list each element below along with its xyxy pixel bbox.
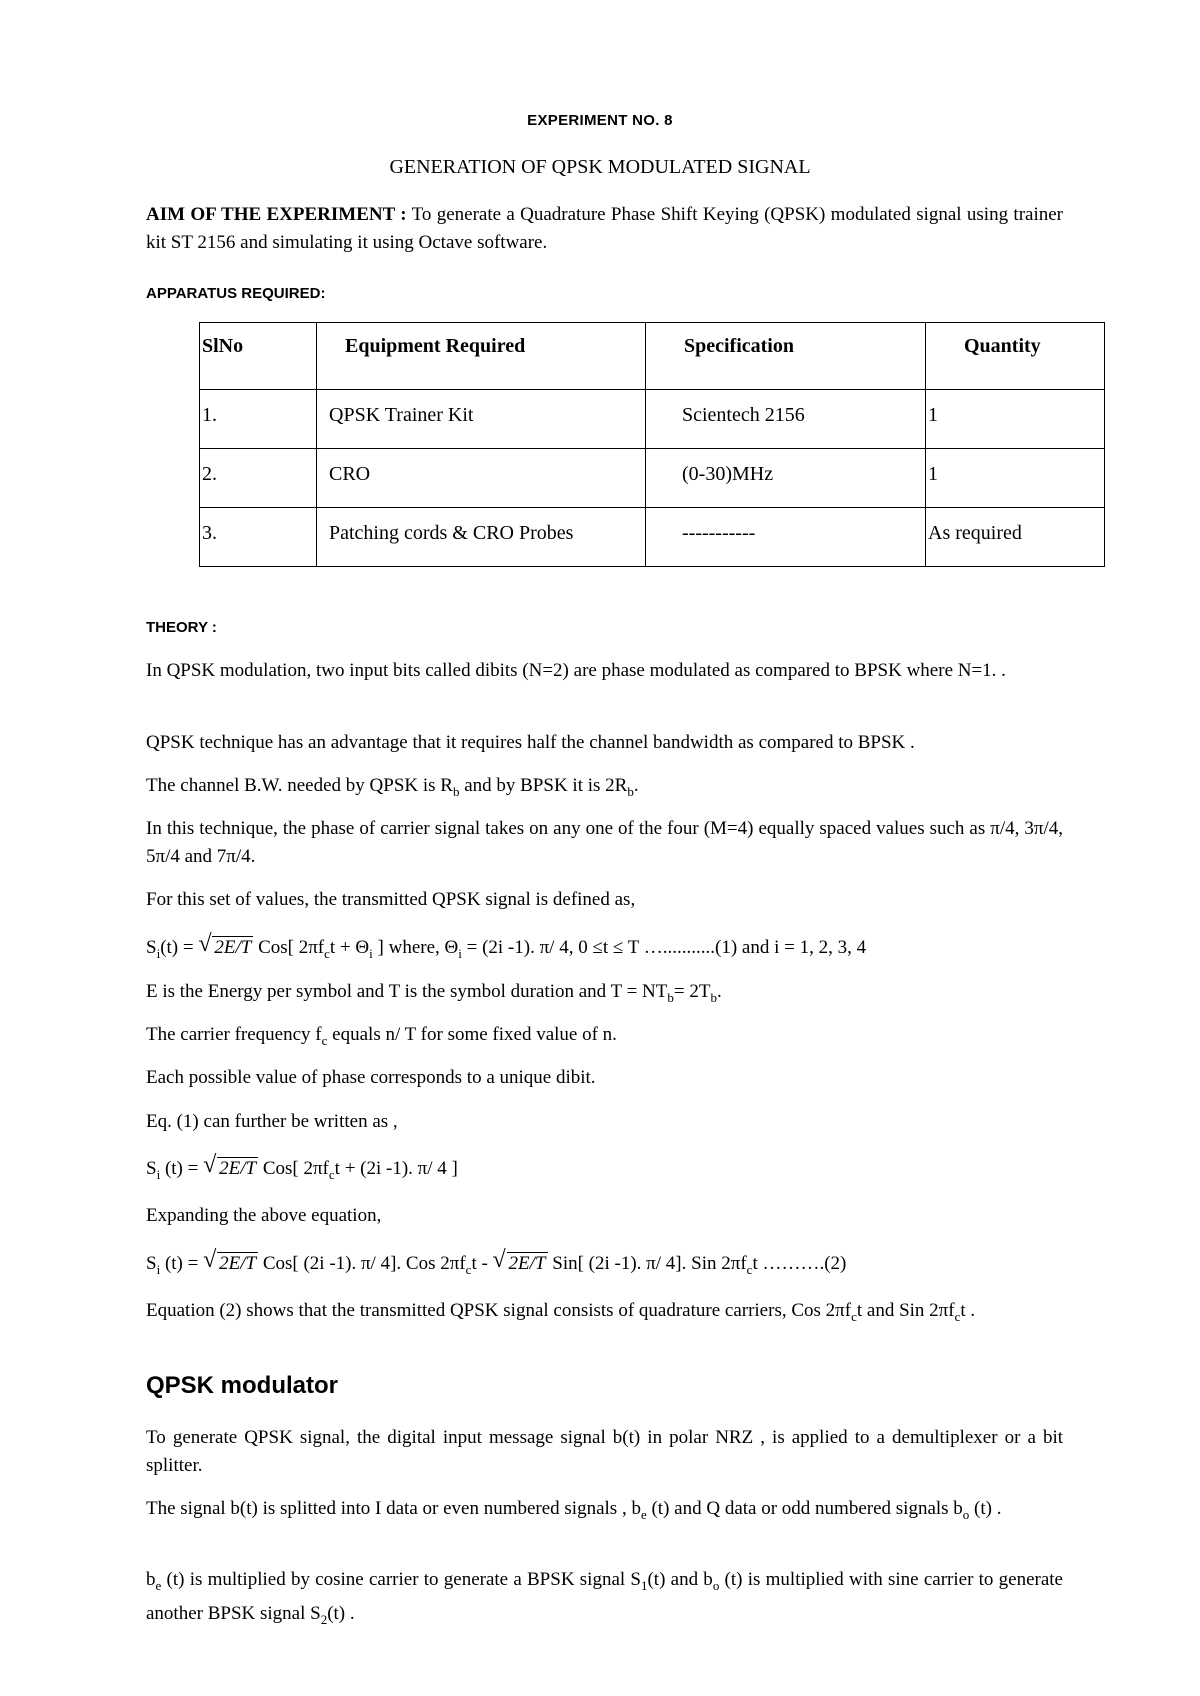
table-cell: ----------- (646, 508, 926, 567)
table-cell: (0-30)MHz (646, 449, 926, 508)
aim-label: AIM OF THE EXPERIMENT : (146, 204, 407, 225)
table-row (200, 508, 1105, 567)
equation-2: $S_i$ (t) = √ 2E/T Cos[ $2\pi f_ct + (2i$ -1). π/ 4 ] (146, 1152, 458, 1182)
table-cell: 3. (200, 508, 317, 567)
table-row (200, 390, 1105, 449)
theory-paragraph-3: The channel B.W. needed by QPSK is $R_b$ and by BPSK it is $2R_b$. (146, 775, 639, 799)
table-cell: 1 (926, 449, 1105, 508)
apparatus-heading: APPARATUS REQUIRED: (146, 285, 326, 302)
theory-paragraph-11: Equation (2) shows that the transmitted QPSK signal consists of quadrature carriers, Cos $2\pi f_ct$ and Sin $2\pi f_ct$ . (146, 1300, 976, 1324)
apparatus-table (199, 322, 1105, 567)
sqrt-expression: √ 2E/T (492, 1247, 546, 1274)
theory-paragraph-4: In this technique, the phase of carrier signal takes on any one of the four (M=4) equally spaced values such as π/4, 3π/4, 5π/4 and 7π/4. (146, 818, 1063, 867)
sqrt-expression: √ 2E/T (203, 1247, 257, 1274)
theory-paragraph-9: Eq. (1) can further be written as , (146, 1111, 398, 1132)
table-cell: QPSK Trainer Kit (317, 390, 646, 449)
equation-1: $S_i(t)$ = √ 2E/T Cos[ $2\pi f_ct + \Theta_i$ ] where, $\Theta_i = (2i$ -1). π/ 4, 0 ≤t ≤ T …...........(1) and i = 1, 2, 3, 4 (146, 931, 867, 961)
theory-paragraph-8: Each possible value of phase corresponds to a unique dibit. (146, 1067, 596, 1088)
table-cell: Patching cords & CRO Probes (317, 508, 646, 567)
modulator-paragraph-1: To generate QPSK signal, the digital input message signal b(t) in polar NRZ , is applied to a demultiplexer or a bit splitter. (146, 1427, 1063, 1476)
experiment-title: GENERATION OF QPSK MODULATED SIGNAL (389, 156, 811, 178)
theory-paragraph-10: Expanding the above equation, (146, 1205, 382, 1226)
sqrt-expression: √ 2E/T (198, 931, 252, 958)
table-header-cell: Equipment Required (317, 323, 646, 390)
aim-paragraph (146, 201, 1063, 257)
table-header-cell: SlNo (200, 323, 317, 390)
theory-paragraph-1: In QPSK modulation, two input bits called dibits (N=2) are phase modulated as compared to BPSK where N=1. . (146, 660, 1006, 681)
table-cell: Scientech 2156 (646, 390, 926, 449)
table-cell: 1. (200, 390, 317, 449)
theory-paragraph-6: E is the Energy per symbol and T is the symbol duration and $T = NT_b= 2T_b$. (146, 981, 722, 1005)
theory-heading: THEORY : (146, 619, 217, 636)
theory-paragraph-7: The carrier frequency $f_c$ equals n/ T for some fixed value of n. (146, 1024, 617, 1048)
table-cell: 1 (926, 390, 1105, 449)
aim-text: To generate a Quadrature Phase Shift Keying (QPSK) modulated signal using trainer kit ST 2156 and simulating it using Octave software. (146, 204, 1063, 253)
modulator-heading: QPSK modulator (146, 1372, 339, 1399)
table-header-cell: Quantity (926, 323, 1105, 390)
sqrt-expression: √ 2E/T (203, 1152, 257, 1179)
table-cell: As required (926, 508, 1105, 567)
modulator-paragraph-3: $b_e$ (t) is multiplied by cosine carrier to generate a BPSK signal $S_1(t)$ and $b_o$ (t) is multiplied with sine carrier to generate another BPSK signal $S_2(t)$ . (146, 1569, 1063, 1627)
experiment-number: EXPERIMENT NO. 8 (527, 112, 673, 129)
table-header-row (200, 323, 1105, 390)
modulator-paragraph-2: The signal b(t) is splitted into I data or even numbered signals , $b_e$ (t) and Q data or odd numbered signals $b_o$ (t) . (146, 1498, 1002, 1522)
table-header-cell: Specification (646, 323, 926, 390)
theory-paragraph-2: QPSK technique has an advantage that it requires half the channel bandwidth as compared to BPSK . (146, 732, 915, 753)
table-cell: CRO (317, 449, 646, 508)
equation-3: $S_i$ (t) = √ 2E/T Cos[ (2i -1). π/ 4]. Cos $2\pi f_ct$ - √ 2E/T Sin[ (2i -1). π/ 4]. Sin $2\pi f_ct$ ……….(2) (146, 1247, 847, 1277)
table-row (200, 449, 1105, 508)
table-cell: 2. (200, 449, 317, 508)
theory-paragraph-5: For this set of values, the transmitted QPSK signal is defined as, (146, 889, 636, 910)
